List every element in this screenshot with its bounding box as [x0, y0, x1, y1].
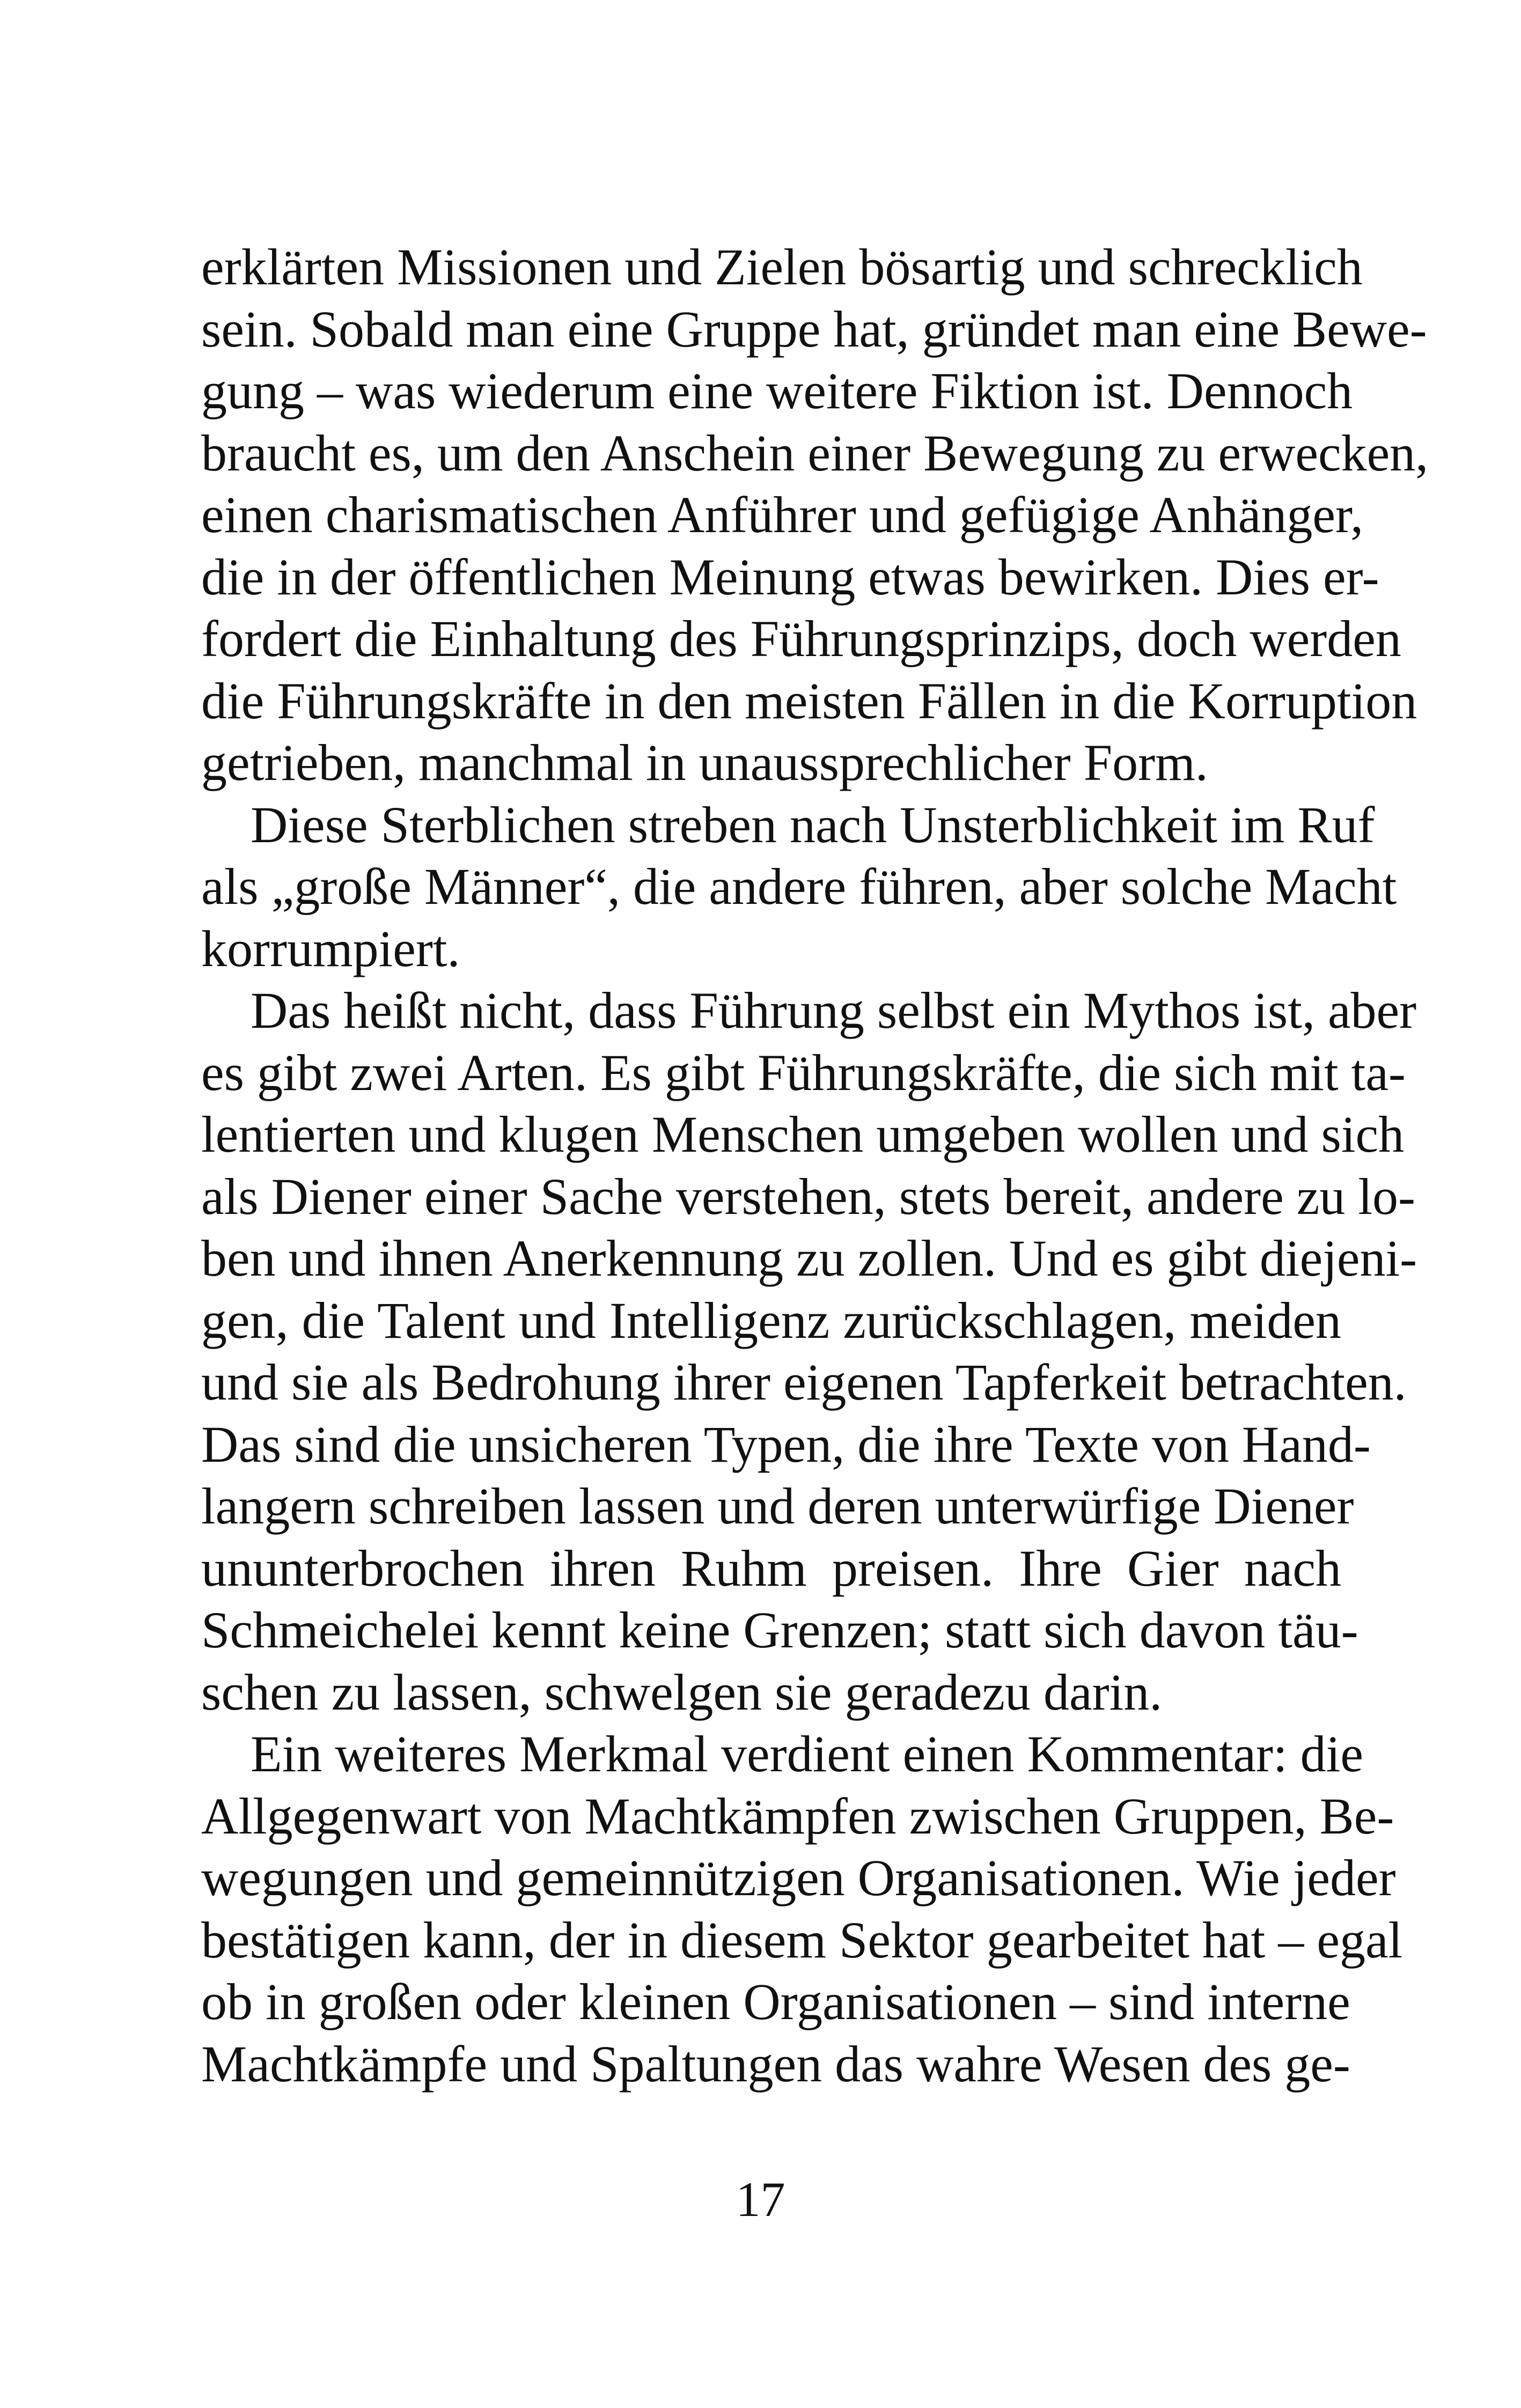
text-line: erklärten Missionen und Zielen bösartig und schrecklich [201, 238, 1363, 296]
text-line: es gibt zwei Arten. Es gibt Führungskräfte, die sich mit ta- [201, 1043, 1406, 1101]
text-line: als „große Männer“, die andere führen, aber solche Macht [201, 858, 1397, 915]
paragraph [201, 1723, 1403, 2095]
text-line: Das heißt nicht, dass Führung selbst ein Mythos ist, aber [251, 982, 1417, 1039]
text-line: lentierten und klugen Menschen umgeben wollen und sich [201, 1106, 1405, 1163]
text-line: Das sind die unsicheren Typen, die ihre Texte von Hand- [201, 1415, 1371, 1473]
text-line: gen, die Talent und Intelligenz zurückschlagen, meiden [201, 1291, 1341, 1349]
text-line: Allgegenwart von Machtkämpfen zwischen Gruppen, Be- [201, 1787, 1394, 1845]
text-line: und sie als Bedrohung ihrer eigenen Tapferkeit betrachten. [201, 1353, 1407, 1411]
text-line: ob in großen oder kleinen Organisationen – sind interne [201, 1973, 1350, 2030]
text-line: braucht es, um den Anschein einer Bewegung zu erwecken, [201, 424, 1429, 482]
text-line: als Diener einer Sache verstehen, stets bereit, andere zu lo- [201, 1167, 1415, 1225]
text-line: Schmeichelei kennt keine Grenzen; statt sich davon täu- [201, 1601, 1358, 1659]
paragraph [201, 236, 1429, 794]
text-line: fordert die Einhaltung des Führungsprinzips, doch werden [201, 610, 1401, 667]
text-line: gung – was wiederum eine weitere Fiktion ist. Dennoch [201, 362, 1353, 419]
text-line: korrumpiert. [201, 919, 460, 977]
text-line: die Führungskräfte in den meisten Fällen in die Korruption [201, 672, 1417, 730]
text-line: Machtkämpfe und Spaltungen das wahre Wesen des ge- [201, 2035, 1350, 2093]
text-line: schen zu lassen, schwelgen sie geradezu darin. [201, 1663, 1163, 1721]
page-number: 17 [736, 2172, 785, 2227]
text-line: ununterbrochen ihren Ruhm preisen. Ihre Gier nach [201, 1539, 1341, 1597]
text-line: bestätigen kann, der in diesem Sektor gearbeitet hat – egal [201, 1911, 1403, 1969]
text-line: getrieben, manchmal in unaussprechlicher Form. [201, 734, 1208, 791]
paragraph [201, 794, 1397, 980]
text-line: ben und ihnen Anerkennung zu zollen. Und es gibt diejeni- [201, 1229, 1417, 1287]
paragraph [201, 980, 1417, 1723]
text-line: einen charismatischen Anführer und gefügige Anhänger, [201, 486, 1364, 543]
text-line: Ein weiteres Merkmal verdient einen Kommentar: die [251, 1725, 1363, 1783]
text-line: wegungen und gemeinnützigen Organisationen. Wie jeder [201, 1849, 1396, 1906]
text-line: sein. Sobald man eine Gruppe hat, gründet man eine Bewe- [201, 300, 1427, 358]
text-line: langern schreiben lassen und deren unterwürfige Diener [201, 1477, 1354, 1535]
text-line: Diese Sterblichen streben nach Unsterblichkeit im Ruf [251, 796, 1375, 853]
body-text [201, 236, 1429, 2095]
text-line: die in der öffentlichen Meinung etwas bewirken. Dies er- [201, 548, 1379, 606]
